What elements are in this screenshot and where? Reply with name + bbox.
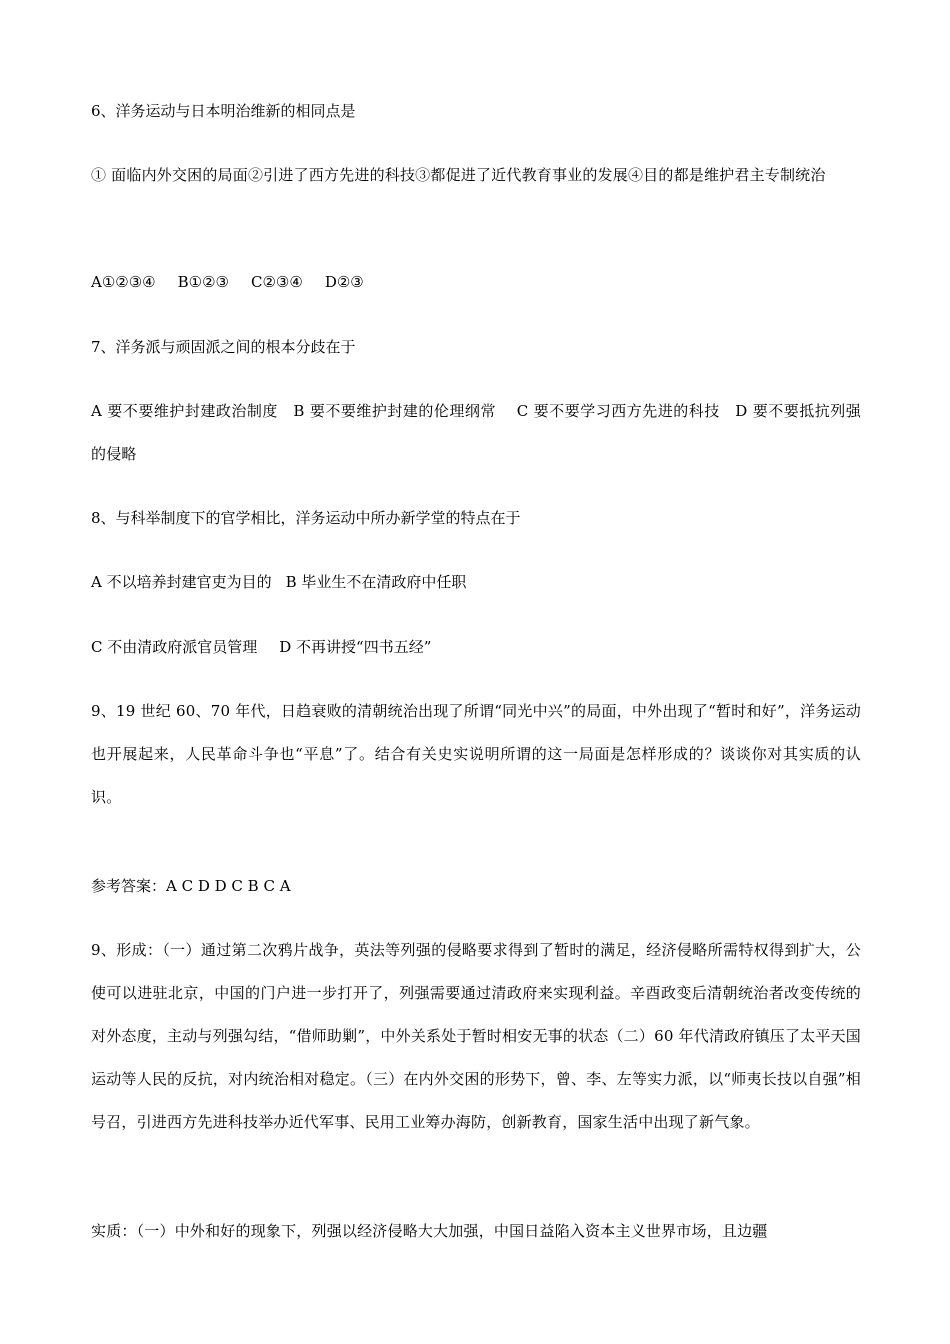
question-6-option-d: D②③ (324, 273, 364, 291)
question-6-options (91, 261, 861, 304)
question-8-stem: 8、与科举制度下的官学相比，洋务运动中所办新学堂的特点在于 (91, 509, 521, 527)
answer-9-essence: 实质：（一）中外和好的现象下，列强以经济侵略大大加强，中国日益陷入资本主义世界市场，且边疆 (91, 1222, 768, 1240)
question-9-stem: 9、19 世纪 60、70 年代，日趋衰败的清朝统治出现了所谓“同光中兴”的局面，中外出现了“暂时和好”，洋务运动也开展起来，人民革命斗争也“平息”了。结合有关史实说明所谓的这一局面是怎样形成的？谈谈你对其实质的认识。 (91, 702, 861, 806)
question-6-statements: ① 面临内外交困的局面②引进了西方先进的科技③都促进了近代教育事业的发展④目的都是维护君主专制统治 (91, 166, 826, 184)
question-8-options-ab (91, 561, 861, 604)
question-7-options: A 要不要维护封建政治制度 B 要不要维护封建的伦理纲常 C 要不要学习西方先进的科技 D 要不要抵抗列强的侵略 (91, 402, 861, 463)
question-8-option-a: A 不以培养封建官吏为目的 (91, 573, 272, 591)
question-6-stem: 6、洋务运动与日本明治维新的相同点是 (91, 102, 356, 120)
question-7-stem: 7、洋务派与顽固派之间的根本分歧在于 (91, 338, 356, 356)
question-8-option-c: C 不由清政府派官员管理 (91, 638, 258, 656)
answer-9-formation: 9、形成：（一）通过第二次鸦片战争，英法等列强的侵略要求得到了暂时的满足，经济侵略所需特权得到扩大，公使可以进驻北京，中国的门户进一步打开了，列强需要通过清政府来实现利益。辛酉政变后清朝统治者改变传统的对外态度，主动与列强勾结，“借师助剿”，中外关系处于暂时相安无事的状态（二）60 年代清政府镇压了太平天国运动等人民的反抗，对内统治相对稳定。（三）在内外交困的形势下，曾、李、左等实力派，以“师夷长技以自强”相号召，引进西方先进科技举办近代军事、民用工业筹办海防，创新教育，国家生活中出现了新气象。 (91, 941, 861, 1131)
question-8-option-b: B 毕业生不在清政府中任职 (285, 573, 467, 591)
question-8-options-cd (91, 626, 861, 669)
answer-key: 参考答案：A C D D C B C A (91, 877, 291, 895)
question-8-option-d: D 不再讲授“四书五经” (279, 638, 432, 656)
question-6-option-c: C②③④ (251, 273, 303, 291)
question-6-option-a: A①②③④ (91, 273, 156, 291)
question-6-option-b: B①②③ (177, 273, 229, 291)
